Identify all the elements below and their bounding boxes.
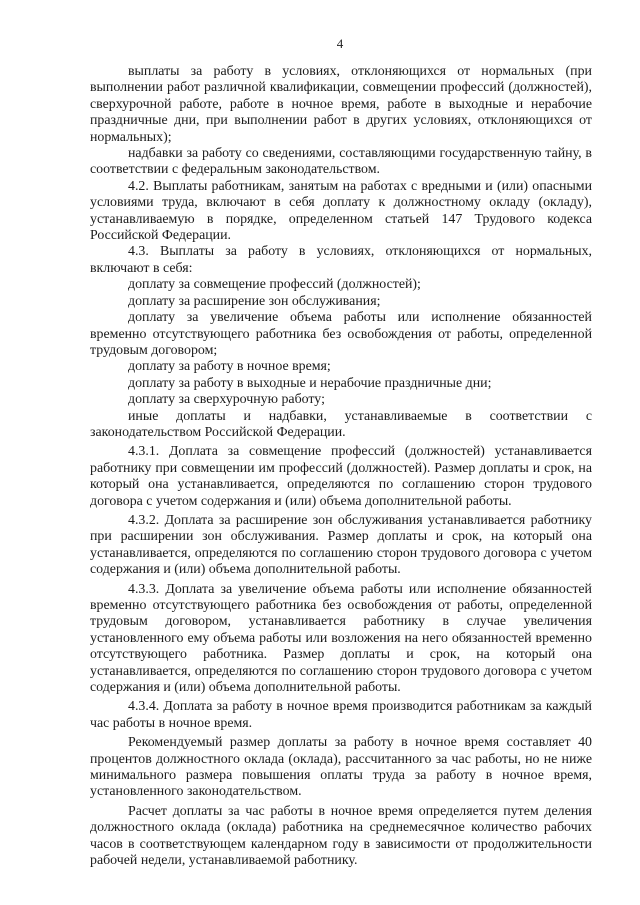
- list-item-increased-workload: доплату за увеличение объема работы или исполнение обязанностей временно отсутствующего работника без освобождения от работы, определенной трудовым договором;: [90, 310, 592, 358]
- paragraph-payments-abnormal-conditions: выплаты за работу в условиях, отклоняющихся от нормальных (при выполнении работ различной квалификации, совмещении профессий (должностей), сверхурочной работе, работе в ночное время, работе в выходные и нерабочие праздничные дни, при выполнении работ в других условиях, отклоняющихся от нормальных);: [90, 64, 592, 145]
- page-number: 4: [336, 36, 344, 51]
- paragraph-4-2: 4.2. Выплаты работникам, занятым на работах с вредными и (или) опасными условиями труда, включают в себя доплату к должностному окладу (окладу), устанавливаемую в порядке, определенном статьей 147 Трудового кодекса Российской Федерации.: [90, 178, 592, 244]
- list-item-weekend-work: доплату за работу в выходные и нерабочие праздничные дни;: [128, 375, 492, 391]
- paragraph-recommended-rate: Рекомендуемый размер доплаты за работу в ночное время составляет 40 процентов должностного оклада (оклада), рассчитанного за час работы, но не ниже минимального размера повышения оплаты труда за работу в ночное время, установленного законодательством.: [90, 735, 592, 800]
- list-item-overtime: доплату за сверхурочную работу;: [128, 392, 325, 408]
- paragraph-4-3-4: 4.3.4. Доплата за работу в ночное время производится работникам за каждый час работы в ночное время.: [90, 699, 592, 731]
- paragraph-4-3: 4.3. Выплаты за работу в условиях, отклоняющихся от нормальных, включают в себя:: [90, 244, 592, 276]
- paragraph-4-3-3: 4.3.3. Доплата за увеличение объема работы или исполнение обязанностей временно отсутствующего работника без освобождения от работы, определенной трудовым договором, устанавливается работнику в случае увеличения установленного ему объема работы или возложения на него обязанностей временно отсутствующего работника. Размер доплаты и срок, на который она устанавливается, определяются по соглашению сторон трудового договора с учетом содержания и (или) объема дополнительной работы.: [90, 581, 592, 696]
- paragraph-4-3-1: 4.3.1. Доплата за совмещение профессий (должностей) устанавливается работнику при совмещении им профессий (должностей). Размер доплаты и срок, на который она устанавливается, определяются по соглашению сторон трудового договора с учетом содержания и (или) объема дополнительной работы.: [90, 444, 592, 509]
- paragraph-calculation: Расчет доплаты за час работы в ночное время определяется путем деления должностного оклада (оклада) работника на среднемесячное количество рабочих часов в соответствующем календарном году в зависимости от продолжительности рабочей недели, устанавливаемой работнику.: [90, 803, 592, 869]
- list-item-other-allowances: иные доплаты и надбавки, устанавливаемые в соответствии с законодательством Российской Федерации.: [90, 408, 592, 440]
- list-item-service-zones: доплату за расширение зон обслуживания;: [128, 293, 381, 309]
- list-item-combining-professions: доплату за совмещение профессий (должностей);: [128, 277, 421, 293]
- paragraph-4-3-2: 4.3.2. Доплата за расширение зон обслуживания устанавливается работнику при расширении зон обслуживания. Размер доплаты и срок, на который она устанавливается, определяются по соглашению сторон трудового договора с учетом содержания и (или) объема дополнительной работы.: [90, 512, 592, 578]
- list-item-night-work: доплату за работу в ночное время;: [128, 359, 331, 375]
- paragraph-state-secret-allowance: надбавки за работу со сведениями, составляющими государственную тайну, в соответствии с федеральным законодательством.: [90, 146, 592, 178]
- document-body: [90, 64, 592, 870]
